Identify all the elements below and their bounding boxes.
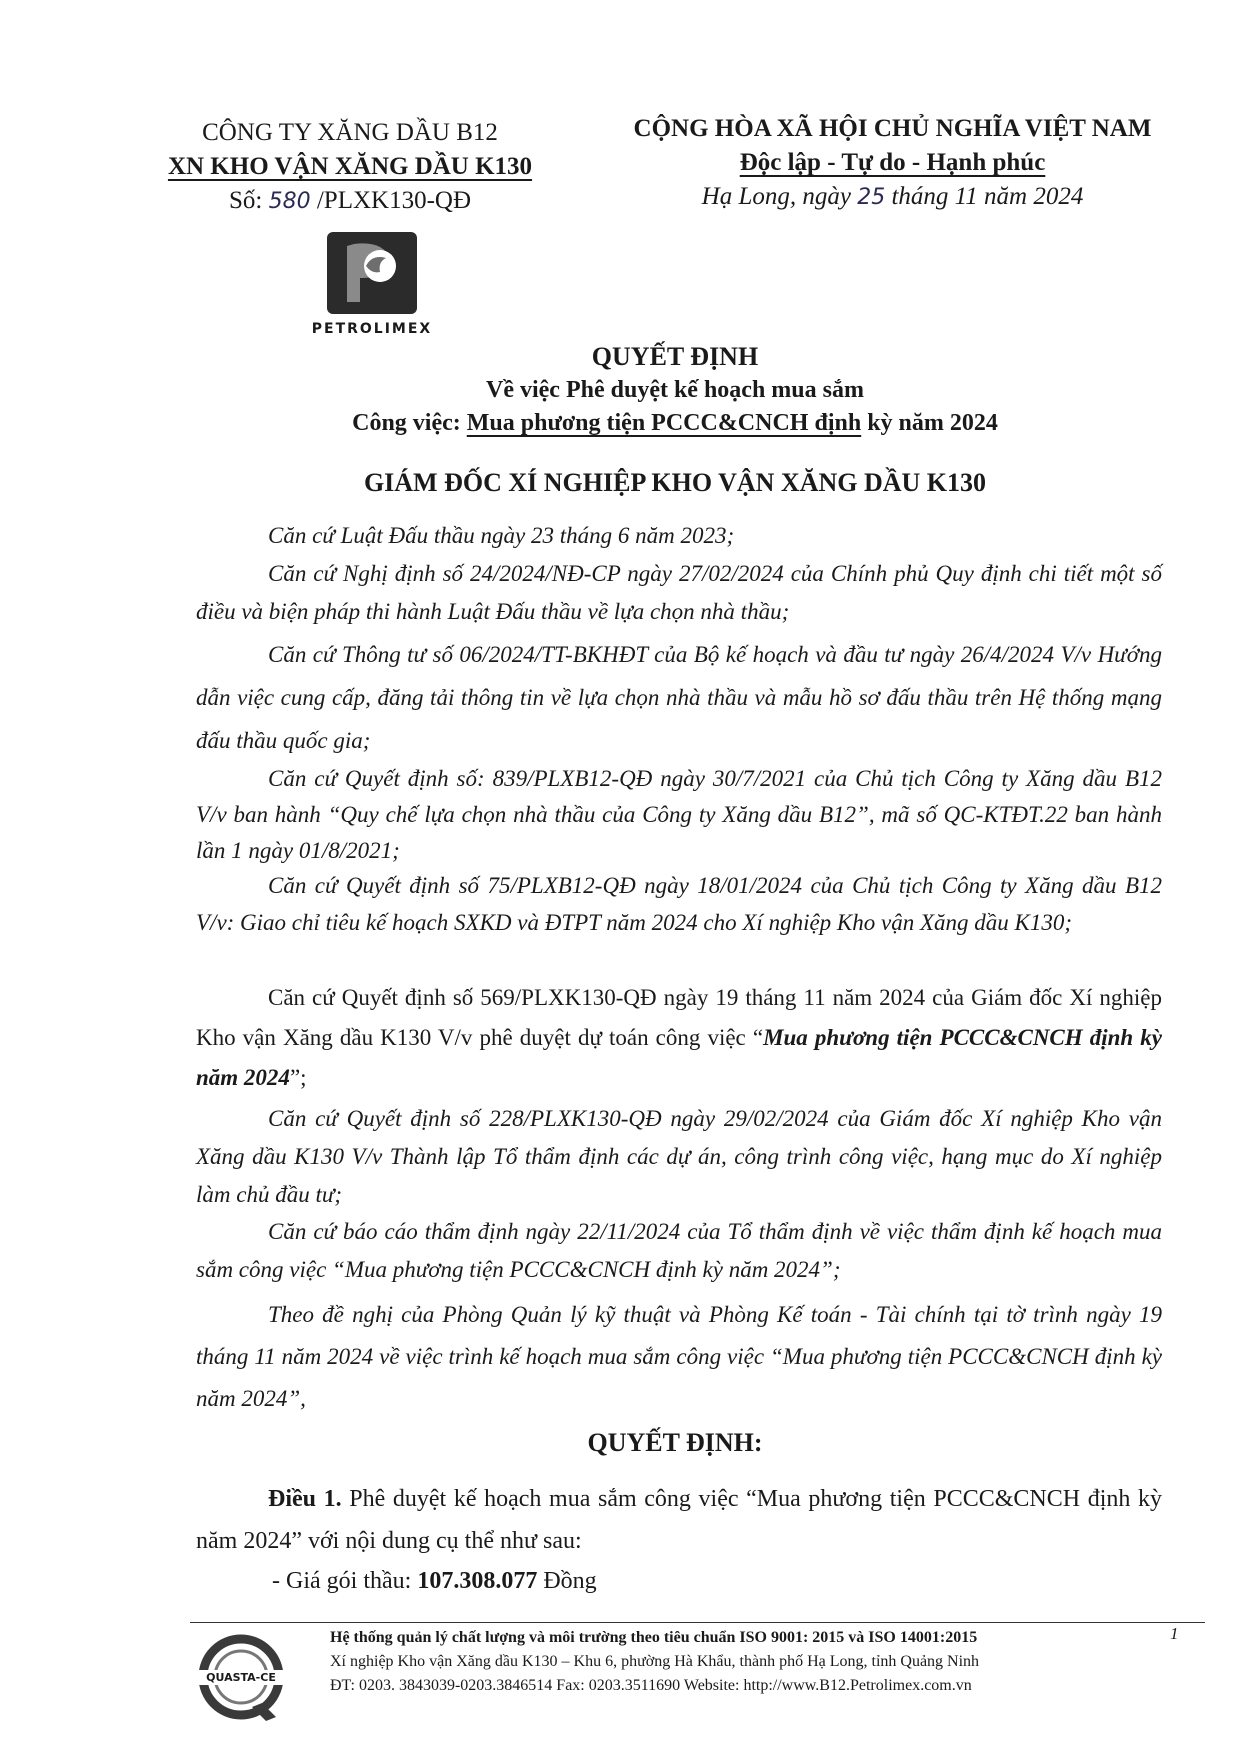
footer-standards: Hệ thống quản lý chất lượng và môi trường theo tiêu chuẩn ISO 9001: 2015 và ISO 14001:2015 — [330, 1629, 978, 1646]
handwritten-day: 25 — [857, 185, 886, 210]
petrolimex-logo-icon — [302, 232, 442, 317]
basis-569: Căn cứ Quyết định số 569/PLXK130-QĐ ngày 19 tháng 11 năm 2024 của Giám đốc Xí nghiệp Kho vận Xăng dầu K130 V/v phê duyệt dự toán công việc “Mua phương tiện PCCC&CNCH định kỳ năm 2024”; — [196, 985, 1162, 1090]
decision-subject: Về việc Phê duyệt kế hoạch mua sắm — [486, 377, 864, 403]
handwritten-number: 580 — [268, 189, 311, 214]
place-date: Hạ Long, ngày 25 tháng 11 năm 2024 — [701, 183, 1084, 210]
footer-contact: ĐT: 0203. 3843039-0203.3846514 Fax: 0203.3511690 Website: http://www.B12.Petrolimex.com.vn — [330, 1677, 972, 1694]
motto: Độc lập - Tự do - Hạnh phúc — [739, 149, 1046, 176]
decision-heading: QUYẾT ĐỊNH: — [587, 1428, 763, 1457]
decision-work: Công việc: Mua phương tiện PCCC&CNCH định kỳ năm 2024 — [352, 410, 998, 436]
basis-3: Căn cứ Thông tư số 06/2024/TT-BKHĐT của Bộ kế hoạch và đầu tư ngày 26/4/2024 V/v Hướng dẫn việc cung cấp, đăng tải thông tin về lựa chọn nhà thầu và mẫu hồ sơ đấu thầu trên Hệ thống mạng đấu thầu quốc gia; — [196, 642, 1162, 753]
quasta-logo — [192, 1633, 290, 1723]
basis-1: Căn cứ Luật Đấu thầu ngày 23 tháng 6 năm 2023; — [268, 523, 735, 548]
company-name: CÔNG TY XĂNG DẦU B12 — [202, 119, 498, 146]
enterprise-name: XN KHO VẬN XĂNG DẦU K130 — [167, 153, 533, 180]
basis-2: Căn cứ Nghị định số 24/2024/NĐ-CP ngày 27/02/2024 của Chính phủ Quy định chi tiết một số điều và biện pháp thi hành Luật Đấu thầu về lựa chọn nhà thầu; — [196, 561, 1162, 624]
decision-title-block — [150, 340, 1200, 440]
basis-proposal: Theo đề nghị của Phòng Quản lý kỹ thuật và Phòng Kế toán - Tài chính tại tờ trình ngày 19 tháng 11 năm 2024 về việc trình kế hoạch mua sắm công việc “Mua phương tiện PCCC&CNCH định kỳ năm 2024”, — [196, 1302, 1162, 1411]
nation-title: CỘNG HÒA XÃ HỘI CHỦ NGHĨA VIỆT NAM — [633, 115, 1152, 142]
header-right — [600, 112, 1185, 215]
authority-heading: GIÁM ĐỐC XÍ NGHIỆP KHO VẬN XĂNG DẦU K130 — [363, 468, 987, 497]
quasta-label: QUASTA-CE — [194, 1670, 288, 1685]
footer-divider — [190, 1622, 1205, 1623]
page-number: 1 — [1170, 1624, 1179, 1643]
basis-report: Căn cứ báo cáo thẩm định ngày 22/11/2024 của Tổ thẩm định về việc thẩm định kế hoạch mua sắm công việc “Mua phương tiện PCCC&CNCH định kỳ năm 2024”; — [196, 1219, 1162, 1282]
header-left — [150, 116, 550, 219]
article-1: Điều 1. Phê duyệt kế hoạch mua sắm công việc “Mua phương tiện PCCC&CNCH định kỳ năm 2024” với nội dung cụ thể như sau: — [196, 1486, 1163, 1554]
basis-228: Căn cứ Quyết định số 228/PLXK130-QĐ ngày 29/02/2024 của Giám đốc Xí nghiệp Kho vận Xăng dầu K130 V/v Thành lập Tổ thẩm định các dự án, công trình công việc, hạng mục do Xí nghiệp làm chủ đầu tư; — [196, 1106, 1162, 1207]
basis-5: Căn cứ Quyết định số 75/PLXB12-QĐ ngày 18/01/2024 của Chủ tịch Công ty Xăng dầu B12 V/v: Giao chỉ tiêu kế hoạch SXKD và ĐTPT năm 2024 cho Xí nghiệp Kho vận Xăng dầu K130; — [196, 873, 1162, 935]
decision-title: QUYẾT ĐỊNH — [591, 342, 759, 371]
package-price: - Giá gói thầu: 107.308.077 Đồng — [272, 1568, 597, 1594]
basis-4: Căn cứ Quyết định số: 839/PLXB12-QĐ ngày 30/7/2021 của Chủ tịch Công ty Xăng dầu B12 V/v ban hành “Quy chế lựa chọn nhà thầu của Công ty Xăng dầu B12”, mã số QC-KTĐT.22 ban hành lần 1 ngày 01/8/2021; — [196, 766, 1162, 863]
petrolimex-label: PETROLIMEX — [311, 321, 433, 337]
footer-address: Xí nghiệp Kho vận Xăng dầu K130 – Khu 6, phường Hà Khẩu, thành phố Hạ Long, tỉnh Quảng Ninh — [330, 1653, 980, 1670]
document-number: Số: 580 /PLXK130-QĐ — [228, 187, 472, 214]
petrolimex-logo — [302, 232, 442, 342]
